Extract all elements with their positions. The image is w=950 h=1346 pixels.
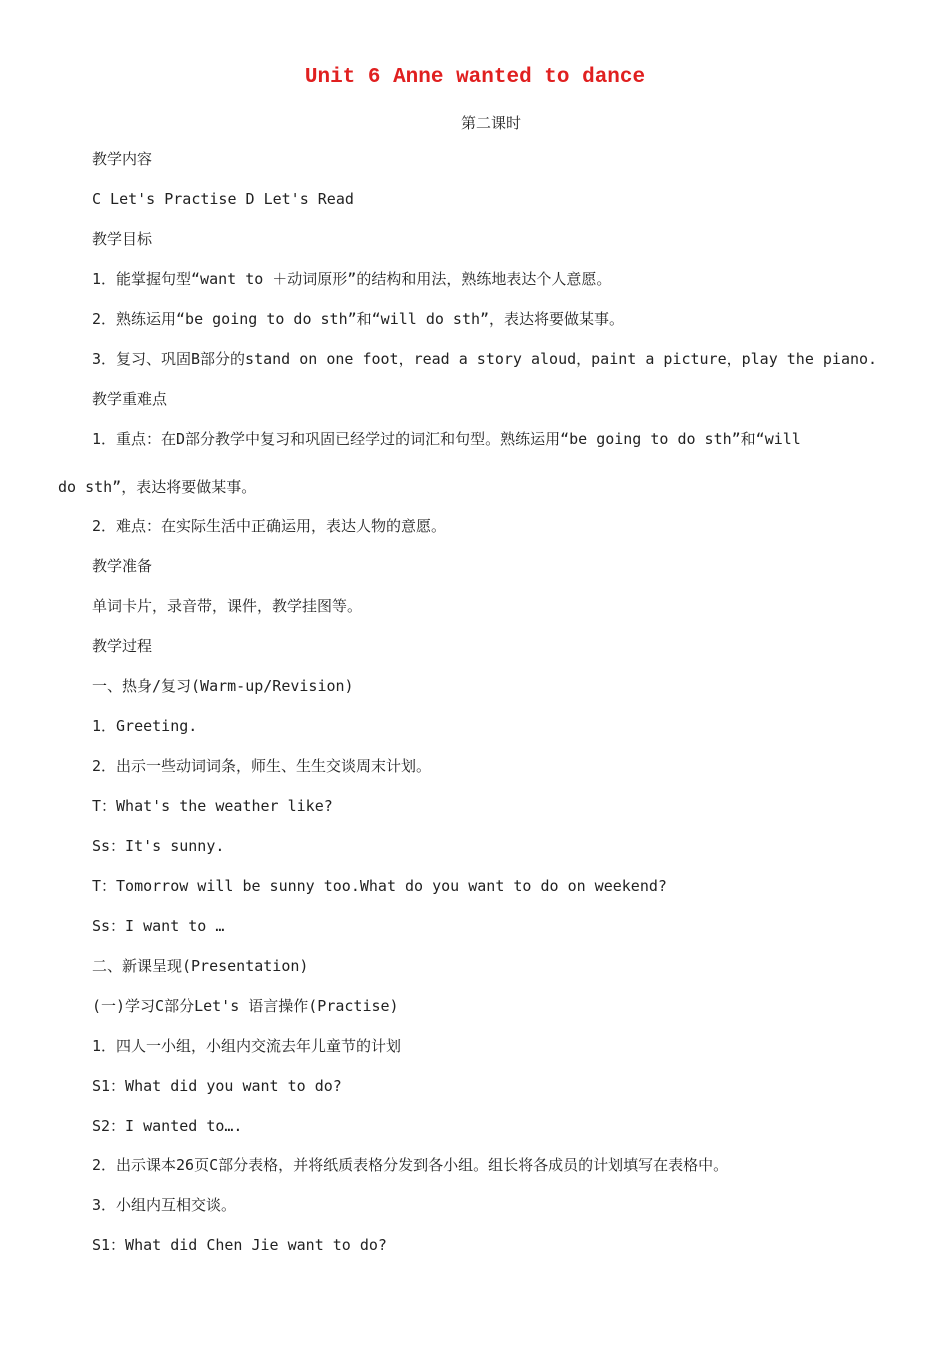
objective-1: 1．能掌握句型“want to ＋动词原形”的结构和用法，熟练地表达个人意愿。 [92, 270, 612, 288]
section-heading-key-points: 教学重难点 [92, 390, 168, 408]
step-warm-up: 一、热身/复习(Warm-up/Revision) [92, 677, 354, 695]
practise-step-1: 1．四人一小组，小组内交流去年儿童节的计划 [92, 1037, 402, 1055]
content-parts: C Let's Practise D Let's Read [92, 190, 354, 208]
document-title: Unit 6 Anne wanted to dance [304, 66, 646, 89]
dialogue-line: S2：I wanted to…. [92, 1117, 243, 1135]
substep-practise: (一)学习C部分Let's 语言操作(Practise) [92, 997, 399, 1015]
key-point-1-continued: do sth”，表达将要做某事。 [58, 478, 257, 496]
key-point-2: 2．难点：在实际生活中正确运用，表达人物的意愿。 [92, 517, 447, 535]
objective-2: 2．熟练运用“be going to do sth”和“will do sth”，表达将要做某事。 [92, 310, 625, 328]
document-subtitle: 第二课时 [460, 114, 521, 132]
dialogue-line: S1：What did you want to do? [92, 1077, 342, 1095]
section-heading-preparation: 教学准备 [92, 557, 153, 575]
objective-3: 3．复习、巩固B部分的stand on one foot，read a story aloud，paint a picture，play the piano. [92, 350, 878, 368]
section-heading-content: 教学内容 [92, 150, 153, 168]
step-presentation: 二、新课呈现(Presentation) [92, 957, 309, 975]
step-greeting: 1．Greeting. [92, 717, 198, 735]
practise-step-3: 3．小组内互相交谈。 [92, 1196, 237, 1214]
practise-step-2: 2．出示课本26页C部分表格，并将纸质表格分发到各小组。组长将各成员的计划填写在表格中。 [92, 1156, 729, 1174]
step-show-verbs: 2．出示一些动词词条，师生、生生交谈周末计划。 [92, 757, 432, 775]
dialogue-line: T：Tomorrow will be sunny too.What do you want to do on weekend? [92, 877, 667, 895]
section-heading-objectives: 教学目标 [92, 230, 153, 248]
dialogue-line: T：What's the weather like? [92, 797, 333, 815]
dialogue-line: S1：What did Chen Jie want to do? [92, 1236, 387, 1254]
dialogue-line: Ss：I want to … [92, 917, 225, 935]
section-heading-process: 教学过程 [92, 637, 153, 655]
preparation-items: 单词卡片，录音带，课件，教学挂图等。 [92, 597, 363, 615]
key-point-1: 1．重点：在D部分教学中复习和巩固已经学过的词汇和句型。熟练运用“be going to do sth”和“will [92, 430, 801, 448]
dialogue-line: Ss：It's sunny. [92, 837, 225, 855]
